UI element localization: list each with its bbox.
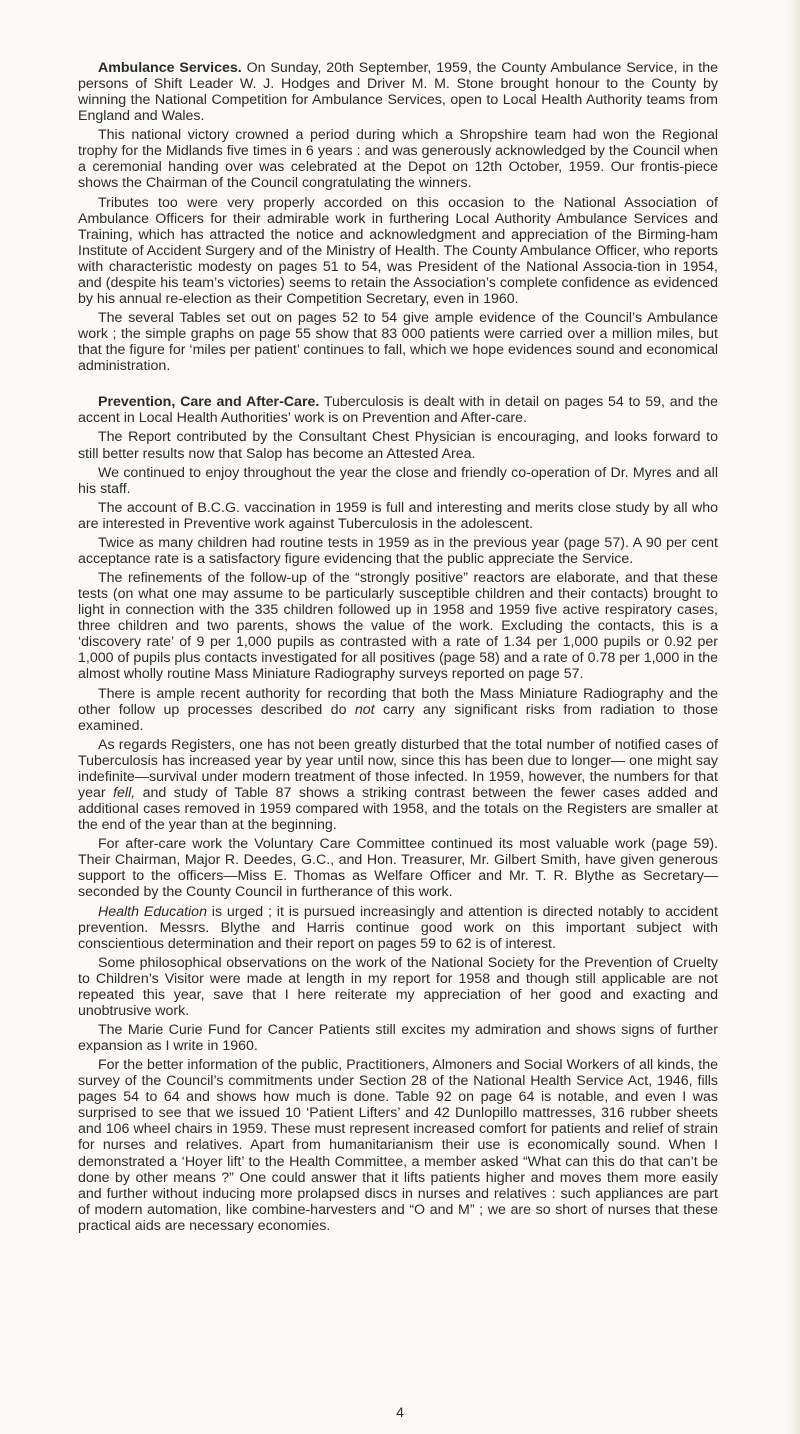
prevention-paragraph-6: The refinements of the follow-up of the “strongly positive” reactors are elaborate, and that these tests (on what one may assume to be particularly susceptible children and their contacts) brought to light in connection with the 335 children followed up in 1958 and 1959 five active respiratory cases, three children and two parents, shows the value of the work. Excluding the contacts, this is a ‘discovery rate’ of 9 per 1,000 pupils as contrasted with a rate of 1.34 per 1,000 pupils or 0.92 per 1,000 of pupils plus contacts investigated for all positives (page 58) and a rate of 0.78 per 1,000 in the almost wholly routine Mass Miniature Radiography surveys reported on page 57. — [78, 570, 718, 683]
prevention-paragraph-9: For after-care work the Voluntary Care Committee continued its most valuable work (page 59). Their Chairman, Major R. Deedes, G.C., and Hon. Treasurer, Mr. Gilbert Smith, have given generous support to the officers—Miss E. Thomas as Welfare Officer and Mr. T. R. Blythe as Secretary—seconded by the County Council in furtherance of this work. — [78, 836, 718, 901]
prevention-paragraph-2: The Report contributed by the Consultant Chest Physician is encouraging, and looks forward to still better results now that Salop has become an Attested Area. — [78, 429, 718, 462]
prevention-paragraph-3: We continued to enjoy throughout the year the close and friendly co-operation of Dr. Myres and all his staff. — [78, 464, 718, 497]
document-page — [78, 60, 718, 1237]
prevention-paragraph-13: For the better information of the public, Practitioners, Almoners and Social Workers of all kinds, the survey of the Council’s commitments under Section 28 of the National Health Service Act, 1946, fills pages 54 to 64 and shows how much is done. Table 92 on page 64 is notable, and even I was surprised to see that we issued 10 ‘Patient Lifters’ and 42 Dunlopillo mattresses, 316 rubber sheets and 106 wheel chairs in 1959. These must represent increased comfort for patients and relief of strain for nurses and relatives. Apart from humanitarianism their use is economically sound. When I demonstrated a ‘Hoyer lift’ to the Health Committee, a member asked “What can this do that can’t be done by other means ?” One could answer that it lifts patients higher and moves them more easily and further without inducing more prolapsed discs in nurses and relatives : such appliances are part of modern automation, like combine-harvesters and “O and M” ; we are so short of nurses that these practical aids are necessary economies. — [78, 1057, 718, 1234]
ambulance-paragraph-2: This national victory crowned a period during which a Shropshire team had won the Regional trophy for the Midlands five times in 6 years : and was generously acknowledged by the Council when a ceremonial handing over was celebrated at the Depot on 12th October, 1959. Our frontis-piece shows the Chairman of the Council congratulating the winners. — [78, 127, 718, 192]
prevention-paragraph-5: Twice as many children had routine tests in 1959 as in the previous year (page 57). A 90 per cent acceptance rate is a satisfactory figure evidencing that the public appreciate the Service. — [78, 535, 718, 568]
page-number: 4 — [396, 1404, 404, 1420]
prevention-paragraph-10: Health Education is urged ; it is pursued increasingly and attention is directed notably to accident prevention. Messrs. Blythe and Harris continue good work on this important subject with conscientious determination and their report on pages 59 to 62 is of interest. — [78, 903, 718, 952]
page-edge-shadow — [786, 0, 800, 1434]
ambulance-heading: Ambulance Services. — [98, 60, 242, 76]
section-gap — [78, 377, 718, 394]
prevention-paragraph-12: The Marie Curie Fund for Cancer Patients still excites my admiration and shows signs of further expansion as I write in 1960. — [78, 1022, 718, 1055]
prevention-paragraph-4: The account of B.C.G. vaccination in 1959 is full and interesting and merits close study by all who are interested in Preventive work against Tuberculosis in the adolescent. — [78, 499, 718, 532]
ambulance-paragraph-3: Tributes too were very properly accorded on this occasion to the National Association of Ambulance Officers for their admirable work in furthering Local Authority Ambulance Services and Training, which has attracted the notice and acknowledgment and appreciation of the Birming-ham Institute of Accident Surgery and of the Ministry of Health. The County Ambulance Officer, who reports with characteristic modesty on pages 51 to 54, was President of the National Associa-tion in 1954, and (despite his team’s victories) seems to retain the Association’s complete confidence as evidenced by his annual re-election as their Competition Secretary, even in 1960. — [78, 194, 718, 307]
prevention-paragraph-11: Some philosophical observations on the work of the National Society for the Prevention of Cruelty to Children’s Visitor were made at length in my report for 1958 and though still applicable are not repeated this year, save that I here reiterate my appreciation of her good and exacting and unobtrusive work. — [78, 954, 718, 1019]
prevention-heading: Prevention, Care and After-Care. — [98, 394, 320, 411]
prevention-paragraph-7: There is ample recent authority for recording that both the Mass Miniature Radiography and the other follow up processes described do not carry any significant risks from radiation to those examined. — [78, 685, 718, 734]
prevention-paragraph-8: As regards Registers, one has not been greatly disturbed that the total number of notified cases of Tuberculosis has increased year by year until now, since this has been due to longer— one might say indefinite—survival under modern treatment of those infected. In 1959, however, the numbers for that year fell, and study of Table 87 shows a striking contrast between the fewer cases added and additional cases removed in 1959 compared with 1958, and the totals on the Registers are smaller at the end of the year than at the beginning. — [78, 736, 719, 834]
ambulance-paragraph-4: The several Tables set out on pages 52 to 54 give ample evidence of the Council’s Ambulance work ; the simple graphs on page 55 show that 83 000 patients were carried over a million miles, but that the figure for ‘miles per patient’ continues to fall, which we hope evidences sound and economical administration. — [78, 309, 718, 375]
prevention-paragraph-1: Prevention, Care and After-Care. Tuberculosis is dealt with in detail on pages 54 to 59, and the accent in Local Health Authorities’ work is on Prevention and After-care. — [78, 394, 719, 427]
ambulance-paragraph-1: Ambulance Services. On Sunday, 20th September, 1959, the County Ambulance Service, in the persons of Shift Leader W. J. Hodges and Driver M. M. Stone brought honour to the County by winning the National Competition for Ambulance Services, open to Local Health Authority teams from England and Wales. — [78, 60, 718, 125]
